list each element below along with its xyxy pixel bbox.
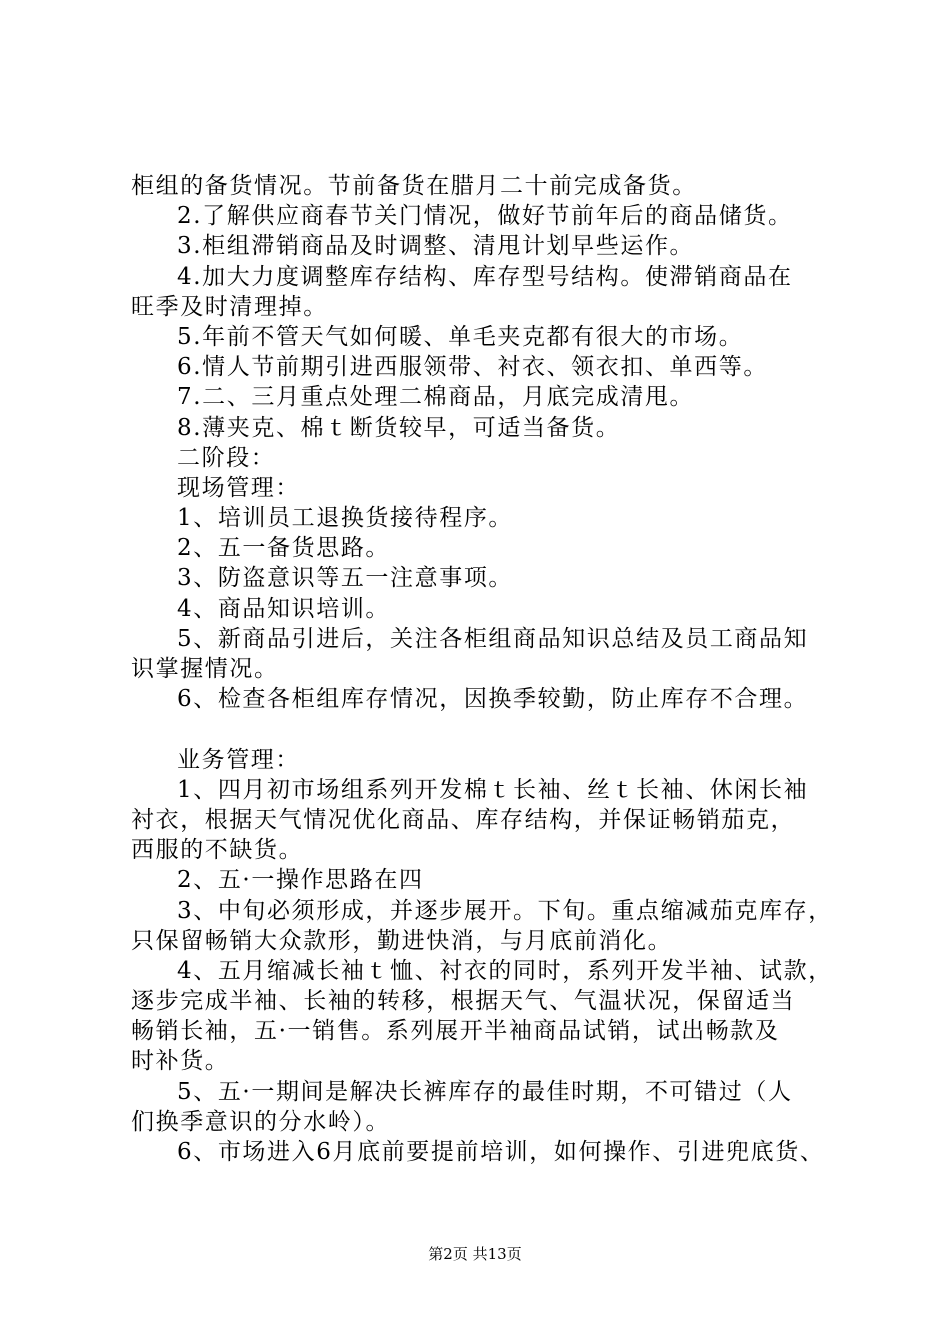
text-line: 6、检查各柜组库存情况，因换季较勤，防止库存不合理。 xyxy=(177,686,809,713)
text-line: 柜组的备货情况。节前备货在腊月二十前完成备货。 xyxy=(131,173,697,199)
text-line: 2.了解供应商春节关门情况，做好节前年后的商品储货。 xyxy=(177,203,793,230)
text-line: 现场管理： xyxy=(177,474,300,501)
text-line: 3.柜组滞销商品及时调整、清甩计划早些运作。 xyxy=(177,233,695,260)
text-line: 2、五·一操作思路在四 xyxy=(177,867,424,894)
text-line: 二阶段： xyxy=(177,444,276,471)
text-line: 们换季意识的分水岭）。 xyxy=(131,1108,391,1135)
text-line: 3、防盗意识等五一注意事项。 xyxy=(177,565,514,592)
text-line: 畅销长袖，五·一销售。系列展开半袖商品试销，试出畅款及 xyxy=(131,1018,780,1045)
text-line: 4、五月缩减长袖ｔ恤、衬衣的同时，系列开发半袖、试款， xyxy=(177,957,833,984)
document-body xyxy=(131,171,843,1167)
text-line: 旺季及时清理掉。 xyxy=(131,293,328,320)
text-line: 时补货。 xyxy=(131,1048,230,1075)
text-line: 1、培训员工退换货接待程序。 xyxy=(177,505,514,532)
text-line: 5.年前不管天气如何暖、单毛夹克都有很大的市场。 xyxy=(177,323,744,350)
text-line: 7.二、三月重点处理二棉商品，月底完成清甩。 xyxy=(177,384,695,411)
text-line xyxy=(131,714,843,744)
text-line: 5、新商品引进后，关注各柜组商品知识总结及员工商品知 xyxy=(177,625,809,652)
text-line: 2、五一备货思路。 xyxy=(177,535,391,562)
text-line: 8.薄夹克、棉ｔ断货较早，可适当备货。 xyxy=(177,414,621,441)
text-line: 5、五·一期间是解决长裤库存的最佳时期，不可错过（人 xyxy=(177,1078,793,1105)
text-line: 6、市场进入6月底前要提前培训，如何操作、引进兜底货、 xyxy=(177,1139,825,1165)
text-line: 只保留畅销大众款形，勤进快消，与月底前消化。 xyxy=(131,927,673,954)
page-footer: 第2页 共13页 xyxy=(428,1245,522,1263)
text-line: 识掌握情况。 xyxy=(131,656,279,682)
text-line: 1、四月初市场组系列开发棉ｔ长袖、丝ｔ长袖、休闲长袖 xyxy=(177,776,809,803)
text-line: 业务管理： xyxy=(177,746,300,773)
text-line: 4、商品知识培训。 xyxy=(177,595,391,622)
text-line: 衬衣，根据天气情况优化商品、库存结构，并保证畅销茄克， xyxy=(131,806,796,833)
text-line: 4.加大力度调整库存结构、库存型号结构。使滞销商品在 xyxy=(177,263,793,290)
text-line: 3、中旬必须形成，并逐步展开。下旬。重点缩减茄克库存， xyxy=(177,897,833,924)
text-line: 西服的不缺货。 xyxy=(131,837,304,864)
text-line: 6.情人节前期引进西服领带、衬衣、领衣扣、单西等。 xyxy=(177,354,768,381)
text-line: 逐步完成半袖、长袖的转移，根据天气、气温状况，保留适当 xyxy=(131,988,796,1015)
